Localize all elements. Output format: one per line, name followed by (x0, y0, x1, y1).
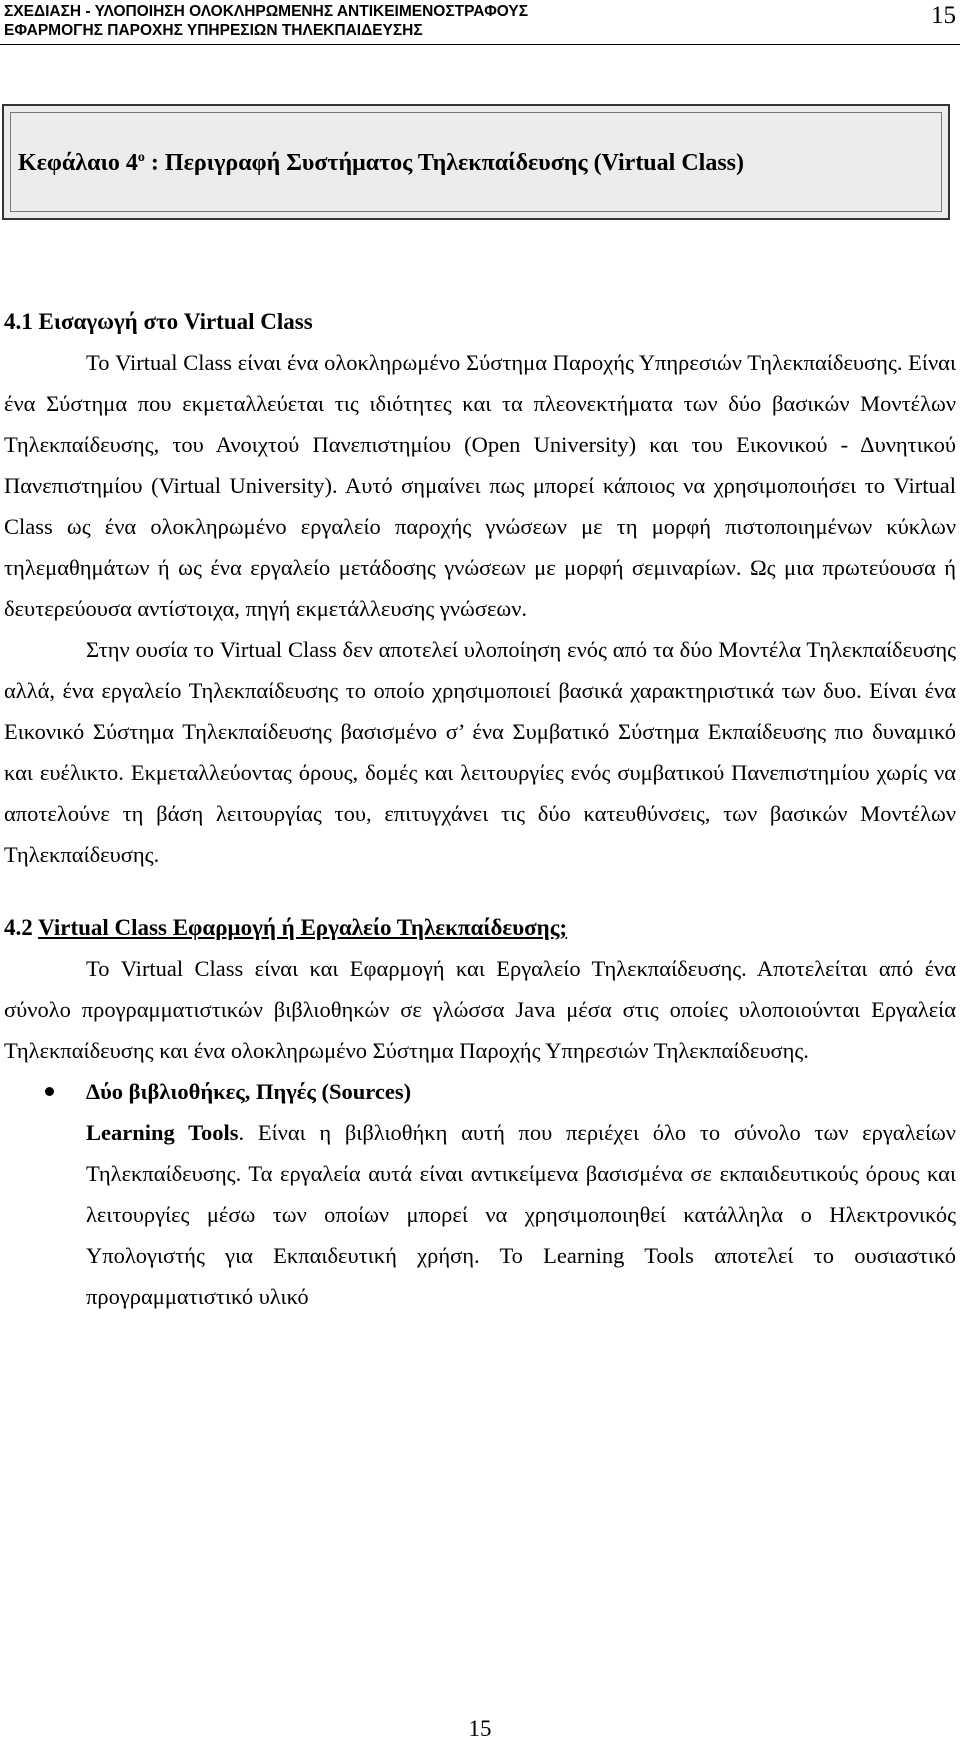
chapter-title-rest: : Περιγραφή Συστήματος Τηλεκπαίδευσης (Virtual Class) (144, 150, 744, 176)
chapter-title-box (2, 104, 950, 220)
section-2-heading (4, 907, 956, 948)
learning-tools-paragraph (4, 1112, 956, 1317)
chapter-title-prefix: Κεφάλαιο 4 (18, 150, 138, 176)
footer-page-number: 15 (468, 1716, 492, 1741)
section-1-paragraph-2: Στην ουσία το Virtual Class δεν αποτελεί υλοποίηση ενός από τα δύο Μοντέλα Τηλεκπαίδευσης αλλά, ένα εργαλείο Τηλεκπαίδευσης το οποίο χρησιμοποιεί βασικά χαρακτηριστικά των δυο. Είναι ένα Εικονικό Σύστημα Τηλεκπαίδευσης βασισμένο σ’ ένα Συμβατικό Σύστημα Εκπαίδευσης πιο δυναμικό και ευέλικτο. Εκμεταλλεύοντας όρους, δομές και λειτουργίες ενός συμβατικού Πανεπιστημίου χωρίς να αποτελούνε τη βάση λειτουργίας του, επιτυγχάνει τις δύο κατευθύνσεις, των βασικών Μοντέλων Τηλεκπαίδευσης. (4, 637, 956, 867)
header-line-2: ΕΦΑΡΜΟΓΗΣ ΠΑΡΟΧΗΣ ΥΠΗΡΕΣΙΩΝ ΤΗΛΕΚΠΑΙΔΕΥΣΗΣ (4, 22, 423, 39)
bullet-label: Δύο βιβλιοθήκες, Πηγές (Sources) (86, 1079, 412, 1104)
chapter-title (18, 150, 744, 177)
bullet-list-item (4, 1071, 956, 1112)
bullet-icon (45, 1087, 54, 1096)
chapter-title-ordinal: ο (137, 150, 145, 165)
header-divider (0, 44, 960, 45)
header-page-number: 15 (931, 2, 956, 29)
section-2-paragraph-1: Το Virtual Class είναι και Εφαρμογή και Εργαλείο Τηλεκπαίδευσης. Αποτελείται από ένα σύνολο προγραμματιστικών βιβλιοθηκών σε γλώσσα Java μέσα στις οποίες υλοποιούνται Εργαλεία Τηλεκπαίδευσης και ένα ολοκληρωμένο Σύστημα Παροχής Υπηρεσιών Τηλεκπαίδευσης. (4, 956, 956, 1063)
section-1-paragraph-1: Το Virtual Class είναι ένα ολοκληρωμένο Σύστημα Παροχής Υπηρεσιών Τηλεκπαίδευσης. Είναι ένα Σύστημα που εκμεταλλεύεται τις ιδιότητες και τα πλεονεκτήματα των δύο βασικών Μοντέλων Τηλεκπαίδευσης, του Ανοιχτού Πανεπιστημίου (Open University) και του Εικονικού - Δυνητικού Πανεπιστημίου (Virtual University). Αυτό σημαίνει πως μπορεί κάποιος να χρησιμοποιήσει το Virtual Class ως ένα ολοκληρωμένο εργαλείο παροχής γνώσεων με τη μορφή πιστοποιημένων κύκλων τηλεμαθημάτων ή ως ένα εργαλείο μετάδοσης γνώσεων με μορφή σεμιναρίων. Ως μια πρωτεύουσα ή δευτερεύουσα αντίστοιχα, πηγή εκμετάλλευσης γνώσεων. (4, 350, 956, 621)
header-line-1: ΣΧΕΔΙΑΣΗ - ΥΛΟΠΟΙΗΣΗ ΟΛΟΚΛΗΡΩΜΕΝΗΣ ΑΝΤΙΚΕΙΜΕΝΟΣΤΡΑΦΟΥΣ (4, 3, 529, 20)
section-2-title: Virtual Class Εφαρμογή ή Εργαλείο Τηλεκπαίδευσης; (38, 915, 568, 940)
learning-tools-text: . Είναι η βιβλιοθήκη αυτή που περιέχει όλο το σύνολο των εργαλείων Τηλεκπαίδευσης. Τα εργαλεία αυτά είναι αντικείμενα βασισμένα σε εκπαιδευτικούς όρους και λειτουργίες μέσω των οποίων μπορεί να χρησιμοποιηθεί κατάλληλα ο Ηλεκτρονικός Υπολογιστής για Εκπαιδευτική χρήση. Το Learning Tools αποτελεί το ουσιαστικό προγραμματιστικό υλικό (86, 1120, 956, 1309)
section-spacer (4, 875, 956, 907)
section-1-heading: 4.1 Εισαγωγή στο Virtual Class (4, 309, 313, 334)
section-2-number: 4.2 (4, 915, 39, 940)
learning-tools-label: Learning Tools (86, 1120, 239, 1145)
document-body (4, 301, 956, 1317)
running-header (4, 2, 904, 40)
